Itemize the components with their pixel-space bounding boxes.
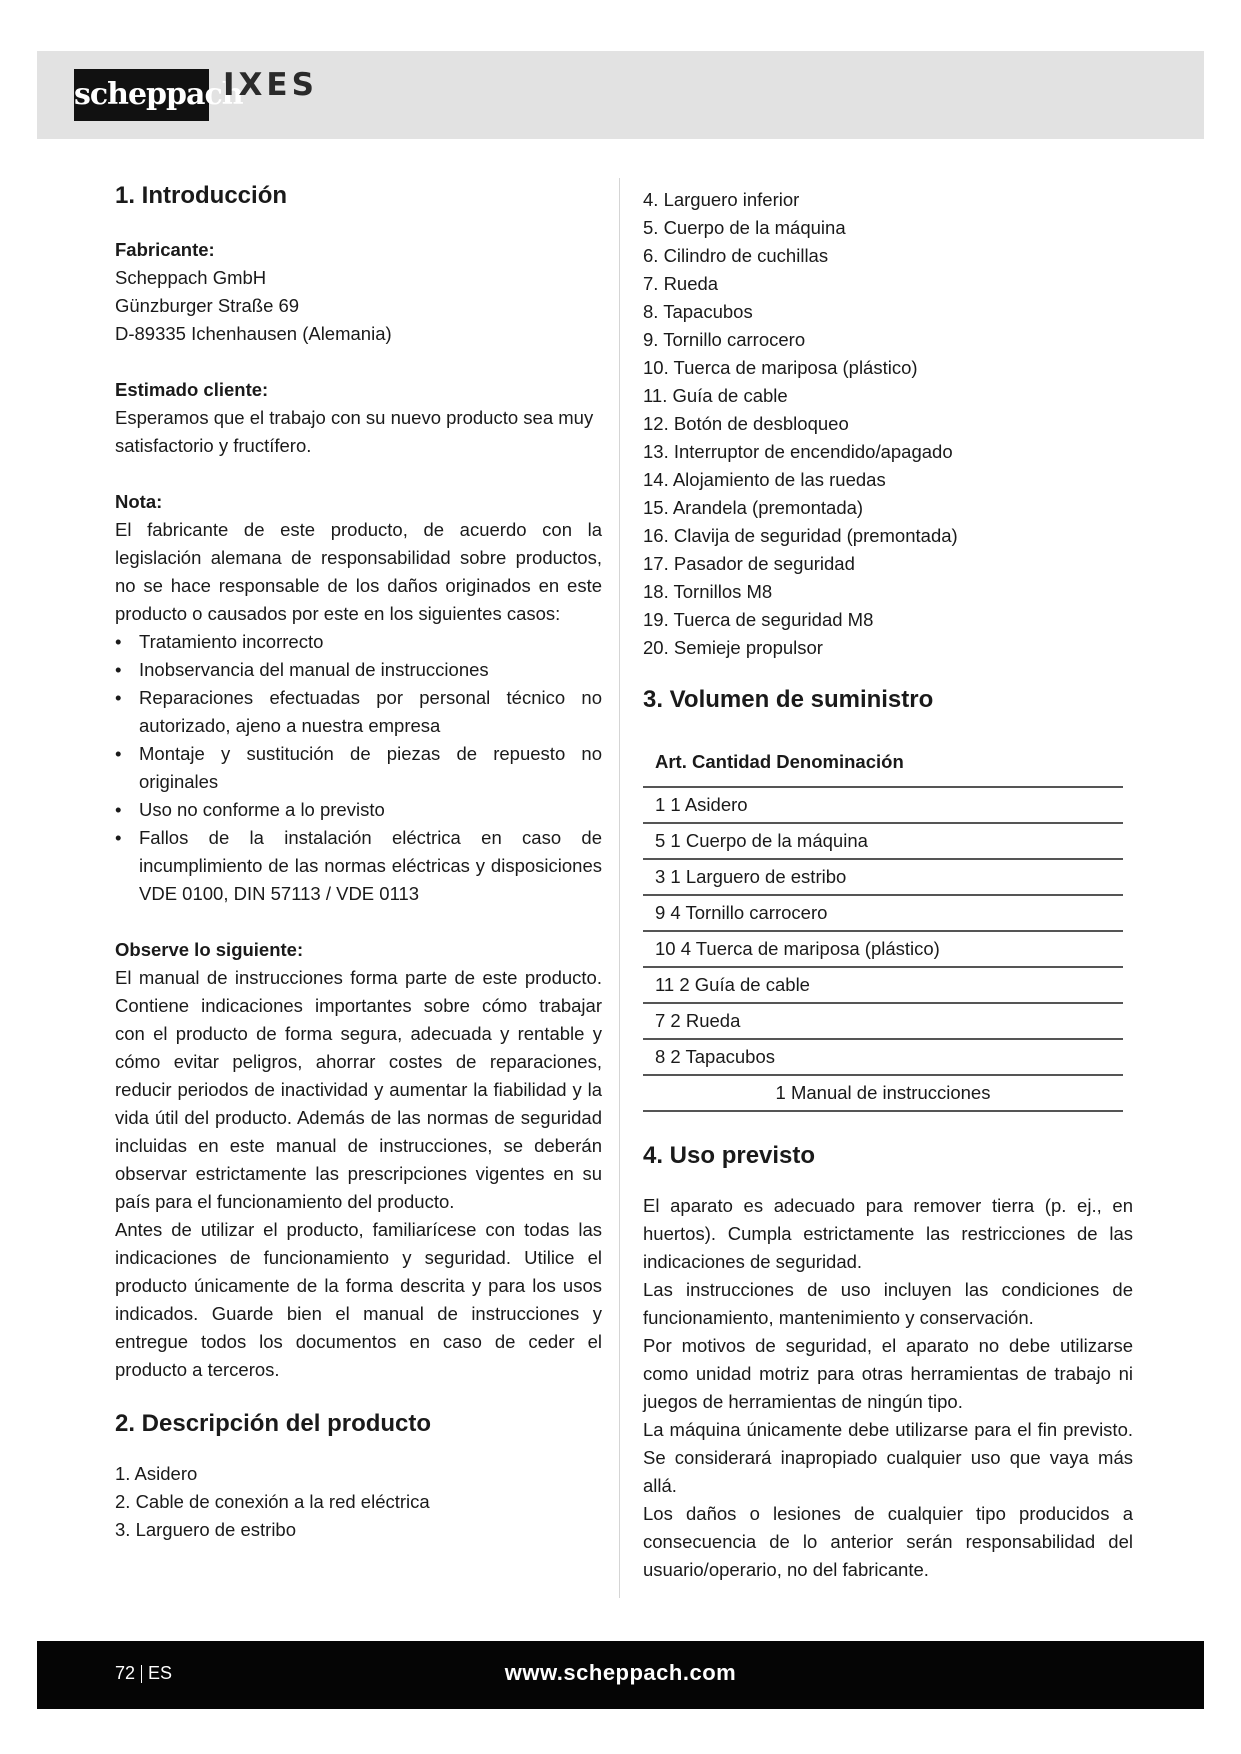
- left-column: [115, 180, 602, 1544]
- manufacturer-label: Fabricante:: [115, 239, 215, 260]
- page-footer: [37, 1641, 1204, 1709]
- list-item: 9. Tornillo carrocero: [643, 329, 806, 350]
- table-row: 9 4 Tornillo carrocero: [643, 896, 1123, 932]
- section-4-title: 4. Uso previsto: [643, 1142, 816, 1169]
- observe-text: El manual de instrucciones forma parte de este producto. Contiene indicaciones importantes sobre cómo trabajar con el producto de forma segura, adecuada y rentable y cómo evitar peligros, ahorrar costes de reparaciones, reducir periodos de inactividad y aumentar la fiabilidad y la vida útil del producto. Además de las normas de seguridad incluidas en este manual de instrucciones, se deberán observar estrictamente las prescripciones vigentes en su país para el funcionamiento del producto.: [115, 967, 602, 1212]
- language-code: ES: [148, 1663, 173, 1683]
- list-item: 12. Botón de desbloqueo: [643, 413, 849, 434]
- observe-label: Observe lo siguiente:: [115, 939, 304, 960]
- note-label: Nota:: [115, 491, 163, 512]
- note-bullet-list: [115, 628, 602, 908]
- ixes-logo: IXES: [223, 67, 318, 103]
- list-item: 7. Rueda: [643, 273, 719, 294]
- use-paragraph: Los daños o lesiones de cualquier tipo producidos a consecuencia de lo anterior serán responsabilidad del usuario/operario, no del fabricante.: [643, 1503, 1133, 1580]
- page-number-value: 72: [115, 1663, 136, 1683]
- list-item: 1. Asidero: [115, 1463, 198, 1484]
- list-item: 5. Cuerpo de la máquina: [643, 217, 846, 238]
- list-item: • Montaje y sustitución de piezas de repuesto no originales: [115, 740, 602, 796]
- delivery-table: [643, 742, 1123, 1112]
- note-text: El fabricante de este producto, de acuerdo con la legislación alemana de responsabilidad sobre productos, no se hace responsable de los daños originados en este producto o causados por este en los siguientes casos:: [115, 519, 602, 624]
- column-divider: [619, 178, 620, 1598]
- list-item: 8. Tapacubos: [643, 301, 753, 322]
- list-item: • Uso no conforme a lo previsto: [115, 796, 602, 824]
- list-item: 20. Semieje propulsor: [643, 637, 823, 658]
- list-item: 14. Alojamiento de las ruedas: [643, 469, 886, 490]
- list-item: 11. Guía de cable: [643, 385, 788, 406]
- section-1-title: 1. Introducción: [115, 182, 288, 209]
- list-item: 6. Cilindro de cuchillas: [643, 245, 829, 266]
- table-row: 3 1 Larguero de estribo: [643, 860, 1123, 896]
- table-row: 1 1 Asidero: [643, 788, 1123, 824]
- list-item: 17. Pasador de seguridad: [643, 553, 855, 574]
- list-item: • Tratamiento incorrecto: [115, 628, 602, 656]
- manufacturer-line: Scheppach GmbH: [115, 267, 267, 288]
- table-row: 5 1 Cuerpo de la máquina: [643, 824, 1123, 860]
- table-row: 10 4 Tuerca de mariposa (plástico): [643, 932, 1123, 968]
- intended-use-text: [643, 1192, 1133, 1584]
- use-paragraph: Las instrucciones de uso incluyen las condiciones de funcionamiento, mantenimiento y conservación.: [643, 1279, 1133, 1328]
- parts-list-continued: [643, 186, 1133, 662]
- table-row: 11 2 Guía de cable: [643, 968, 1123, 1004]
- table-row: 8 2 Tapacubos: [643, 1040, 1123, 1076]
- parts-list: [115, 1460, 602, 1544]
- manufacturer-line: Günzburger Straße 69: [115, 295, 300, 316]
- list-item: 2. Cable de conexión a la red eléctrica: [115, 1491, 430, 1512]
- use-paragraph: El aparato es adecuado para remover tierra (p. ej., en huertos). Cumpla estrictamente las restricciones de las indicaciones de seguridad.: [643, 1195, 1133, 1272]
- list-item: 10. Tuerca de mariposa (plástico): [643, 357, 918, 378]
- use-paragraph: Por motivos de seguridad, el aparato no debe utilizarse como unidad motriz para otras herramientas de trabajo ni juegos de herramientas de ningún tipo.: [643, 1335, 1133, 1412]
- website-url: www.scheppach.com: [504, 1660, 737, 1685]
- list-item: 13. Interruptor de encendido/apagado: [643, 441, 953, 462]
- list-item: 16. Clavija de seguridad (premontada): [643, 525, 958, 546]
- section-3-title: 3. Volumen de suministro: [643, 686, 934, 713]
- manufacturer-line: D-89335 Ichenhausen (Alemania): [115, 323, 392, 344]
- list-item: • Fallos de la instalación eléctrica en caso de incumplimiento de las normas eléctricas y disposiciones VDE 0100, DIN 57113 / VDE 0113: [115, 824, 602, 908]
- section-2-title: 2. Descripción del producto: [115, 1410, 432, 1437]
- list-item: • Inobservancia del manual de instrucciones: [115, 656, 602, 684]
- table-row: 1 Manual de instrucciones: [643, 1076, 1123, 1112]
- table-header: Art. Cantidad Denominación: [643, 742, 1123, 788]
- list-item: 18. Tornillos M8: [643, 581, 773, 602]
- list-item: 15. Arandela (premontada): [643, 497, 864, 518]
- table-row: 7 2 Rueda: [643, 1004, 1123, 1040]
- list-item: 4. Larguero inferior: [643, 189, 800, 210]
- page-header: [37, 51, 1204, 139]
- list-item: • Reparaciones efectuadas por personal técnico no autorizado, ajeno a nuestra empresa: [115, 684, 602, 740]
- scheppach-logo: scheppach: [74, 69, 209, 121]
- use-paragraph: La máquina únicamente debe utilizarse para el fin previsto. Se considerará inapropiado cualquier uso que vaya más allá.: [643, 1419, 1133, 1496]
- customer-text: Esperamos que el trabajo con su nuevo producto sea muy satisfactorio y fructífero.: [115, 407, 594, 456]
- right-column: [643, 180, 1133, 1584]
- customer-label: Estimado cliente:: [115, 379, 269, 400]
- list-item: 19. Tuerca de seguridad M8: [643, 609, 874, 630]
- observe-text: Antes de utilizar el producto, familiarícese con todas las indicaciones de funcionamiento y seguridad. Utilice el producto únicamente de la forma descrita y para los usos indicados. Guarde bien el manual de instrucciones y entregue todos los documentos en caso de ceder el producto a terceros.: [115, 1219, 602, 1380]
- list-item: 3. Larguero de estribo: [115, 1519, 297, 1540]
